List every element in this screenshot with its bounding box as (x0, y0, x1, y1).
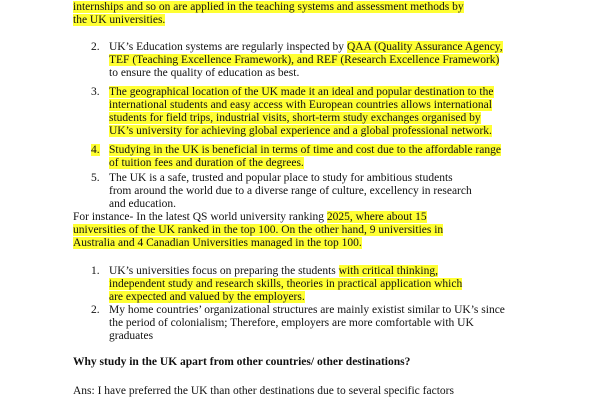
list-item-line: the period of colonialism; Therefore, employers are more comfortable with UK (109, 317, 474, 329)
list-item-line: independent study and research skills, theories in practical application which (109, 278, 463, 290)
list-item-line: to ensure the quality of education as best. (109, 67, 300, 79)
list-item-number: 2. (91, 304, 100, 316)
list-item-line: The UK is a safe, trusted and popular place to study for ambitious students (109, 172, 453, 184)
instance-paragraph-line-2: universities of the UK ranked in the top 100. On the other hand, 9 universities in (73, 224, 444, 236)
list-item-number: 3. (91, 86, 100, 98)
list-item-line: The geographical location of the UK made it an ideal and popular destination to the (109, 86, 494, 98)
list-item-line: UK’s universities focus on preparing the students with critical thinking, (109, 265, 438, 277)
instance-paragraph-line-3: Australia and 4 Canadian Universities managed in the top 100. (73, 237, 362, 249)
list-item-line: My home countries’ organizational structures are mainly existist similar to UK’s since (109, 304, 505, 316)
list-item-number: 1. (91, 265, 100, 277)
list-item-number: 2. (91, 41, 100, 53)
top-paragraph-line-2: the UK universities. (73, 14, 166, 26)
answer-line: Ans: I have preferred the UK than other destinations due to several specific factors (73, 385, 454, 397)
list-item-line: are expected and valued by the employers. (109, 291, 305, 303)
list-item-line: from around the world due to a diverse range of culture, excellency in research (109, 185, 472, 197)
list-item-line: students for field trips, industrial visits, short-term study exchanges organised by (109, 112, 481, 124)
section-question-heading: Why study in the UK apart from other countries/ other destinations? (73, 356, 411, 368)
top-paragraph-line-1: internships and so on are applied in the teaching systems and assessment methods by (73, 1, 464, 13)
list-item-line: of tuition fees and duration of the degrees. (109, 157, 304, 169)
list-item-line: international students and easy access with European countries allows international (109, 99, 492, 111)
list-item-line: and education. (109, 198, 177, 210)
list-item-line: TEF (Teaching Excellence Framework), and REF (Research Excellence Framework) (109, 54, 500, 66)
list-item-line: graduates (109, 330, 154, 342)
list-item-number: 5. (91, 172, 100, 184)
list-item-line: UK’s Education systems are regularly inspected by QAA (Quality Assurance Agency, (109, 41, 503, 53)
list-item-line: UK’s university for achieving global experience and a global professional network. (109, 125, 492, 137)
list-item-number: 4. (91, 144, 100, 156)
list-item-line: Studying in the UK is beneficial in terms of time and cost due to the affordable range (109, 144, 501, 156)
instance-paragraph-line-1: For instance- In the latest QS world university ranking 2025, where about 15 (73, 211, 427, 223)
